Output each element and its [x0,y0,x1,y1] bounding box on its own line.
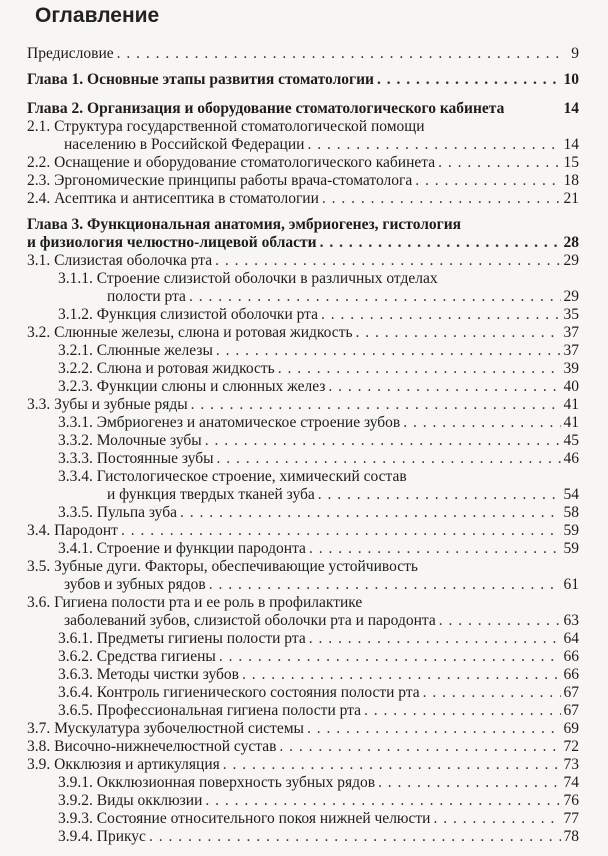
dot-leader [219,647,561,666]
toc-entry [0,171,608,190]
toc-entry-title: 3.2. Слюнные железы, слюна и ротовая жидкость [27,324,353,341]
toc-entry-page: 66 [563,648,579,665]
toc-entry-page: 64 [563,630,579,647]
toc-entry-title: Предисловие [27,45,114,62]
toc-entry [0,719,608,738]
toc-entry-title: 3.9.4. Прикус [58,828,146,845]
toc-entry [0,629,608,648]
toc-entry-title: 2.4. Асептика и антисептика в стоматологии [27,190,319,207]
toc-entry-title: и функция твердых тканей зуба [107,486,315,503]
toc-entry-title: 3.5. Зубные дуги. Факторы, обеспечивающие устойчивость [27,558,418,575]
dot-leader [205,431,561,450]
page-title: Оглавление [35,4,160,27]
toc-entry [0,503,608,522]
toc-entry-page: 74 [563,774,579,791]
dot-leader [433,809,560,828]
toc-entry-page: 14 [563,100,579,117]
toc-entry-page: 9 [571,45,579,62]
dot-leader [189,287,561,306]
toc-entry-page: 72 [563,738,579,755]
toc-entry-page: 10 [563,71,579,88]
dot-leader [318,485,561,504]
toc-entry-page: 45 [563,432,579,449]
dot-leader [217,449,561,468]
toc-entry [0,467,608,486]
dot-leader [215,251,560,270]
toc-entry-page: 78 [563,828,579,845]
toc-entry [0,701,608,720]
dot-leader [415,171,560,190]
toc-entry [0,737,608,756]
toc-entry-title: 3.3.3. Постоянные зубы [58,450,214,467]
toc-entry-page: 66 [563,666,579,683]
dot-leader [279,737,560,756]
toc-entry-page: 46 [563,450,579,467]
dot-leader [149,827,561,846]
toc-entry-title: и физиология челюстно-лицевой области [27,234,317,251]
dot-leader [378,773,560,792]
dot-leader [321,305,560,324]
dot-leader [403,413,560,432]
dot-leader [364,701,560,720]
toc-entry-title: 3.3.1. Эмбриогенез и анатомическое строение зубов [58,414,401,431]
dot-leader [223,755,561,774]
toc-entry-page: 59 [563,540,579,557]
toc-entry-title: 3.1.2. Функция слизистой оболочки рта [58,306,319,323]
toc-entry-title: 3.8. Височно-нижнечелюстной сустав [27,738,277,755]
toc-entry-title: 3.6.4. Контроль гигиенического состояния полости рта [58,684,420,701]
toc-entry-title: 3.6.2. Средства гигиены [58,648,216,665]
toc-entry-title: 3.6.5. Профессиональная гигиена полости рта [58,702,362,719]
dot-leader [278,359,561,378]
dot-leader [191,395,561,414]
toc-entry [0,341,608,360]
toc-entry [0,359,608,378]
toc-entry [0,827,608,846]
toc-entry [0,251,608,270]
toc-entry [0,99,608,118]
toc-entry-title: Глава 2. Организация и оборудование стоматологического кабинета [27,100,505,117]
toc-entry [0,323,608,342]
toc-entry-title: 3.3.5. Пульпа зуба [58,504,177,521]
toc-entry-title: заболеваний зубов, слизистой оболочки рта и пародонта [64,612,436,629]
toc-entry [0,395,608,414]
toc-entry [0,557,608,576]
toc-entry-page: 59 [563,522,579,539]
dot-leader [438,153,560,172]
toc-entry-title: 2.1. Структура государственной стоматологической помощи [27,118,425,135]
toc-entry-page: 61 [563,576,579,593]
toc-entry-page: 67 [563,702,579,719]
toc-entry-page: 41 [563,414,579,431]
dot-leader [117,44,562,63]
toc-entry-title: 3.2.2. Слюна и ротовая жидкость [58,360,275,377]
toc-entry [0,70,608,89]
dot-leader [307,135,560,154]
toc-entry [0,215,608,234]
toc-entry [0,377,608,396]
toc-entry [0,117,608,136]
toc-entry-page: 63 [563,612,579,629]
toc-entry [0,189,608,208]
toc-entry-title: 3.1. Слизистая оболочка рта [27,252,213,269]
toc-entry-title: 3.6.3. Методы чистки зубов [58,666,239,683]
toc-entry [0,485,608,504]
toc-entry [0,647,608,666]
dot-leader [307,719,561,738]
toc-entry [0,153,608,172]
toc-entry-page: 69 [563,720,579,737]
toc-entry [0,287,608,306]
toc-entry-page: 77 [563,810,579,827]
toc-entry-page: 28 [563,234,579,251]
toc-entry-title: Глава 3. Функциональная анатомия, эмбриогенез, гистология [27,216,462,233]
toc-entry [0,269,608,288]
toc-entry-page: 37 [563,342,579,359]
dot-leader [309,629,561,648]
toc-entry-page: 35 [563,306,579,323]
toc-entry-page: 18 [563,172,579,189]
toc-entry [0,413,608,432]
toc-entry [0,611,608,630]
toc-entry-page: 58 [563,504,579,521]
dot-leader [205,791,560,810]
toc-entry [0,791,608,810]
toc-entry-title: 3.4.1. Строение и функции пародонта [58,540,306,557]
toc-entry-title: Глава 1. Основные этапы развития стоматологии [27,71,374,88]
toc-entry [0,44,608,63]
toc-entry-title: 3.2.3. Функции слюны и слюнных желез [58,378,326,395]
toc-entry [0,809,608,828]
toc-entry-page: 14 [563,136,579,153]
dot-leader [328,377,560,396]
toc-entry-page: 37 [563,324,579,341]
toc-entry-title: населению в Российской Федерации [64,136,305,153]
toc-entry-page: 41 [563,396,579,413]
toc-entry-page: 21 [563,190,579,207]
toc-entry-title: зубов и зубных рядов [64,576,206,593]
toc-entry-page: 29 [563,288,579,305]
toc-entry-title: 3.9. Окклюзия и артикуляция [27,756,220,773]
toc-entry-page: 76 [563,792,579,809]
toc-entry-title: 3.9.3. Состояние относительного покоя нижней челюсти [58,810,431,827]
toc-entry-title: 3.3.2. Молочные зубы [58,432,202,449]
toc-entry [0,665,608,684]
dot-leader [180,503,561,522]
dot-leader [439,611,561,630]
dot-leader [423,683,561,702]
toc-entry-title: 3.3. Зубы и зубные ряды [27,396,188,413]
dot-leader [356,323,561,342]
toc-entry-page: 54 [563,486,579,503]
toc-entry [0,773,608,792]
toc-entry [0,431,608,450]
toc-entry-page: 67 [563,684,579,701]
toc-entry [0,593,608,612]
toc-entry [0,449,608,468]
toc-entry-title: 3.2.1. Слюнные железы [58,342,213,359]
toc-entry-title: 3.7. Мускулатура зубочелюстной системы [27,720,304,737]
dot-leader [216,341,561,360]
dot-leader [377,70,561,89]
dot-leader [121,521,561,540]
dot-leader [322,189,561,208]
toc-entry-page: 29 [563,252,579,269]
toc-entry-title: 3.1.1. Строение слизистой оболочки в различных отделах [58,270,438,287]
toc-entry [0,521,608,540]
toc-entry [0,135,608,154]
toc-entry [0,305,608,324]
toc-entry-title: 3.3.4. Гистологическое строение, химический состав [58,468,407,485]
toc-entry-title: полости рта [107,288,186,305]
toc-entry-page: 39 [563,360,579,377]
toc-entry-page: 73 [563,756,579,773]
dot-leader [309,539,561,558]
toc-entry [0,755,608,774]
toc-entry [0,233,608,252]
toc-entry-page: 15 [563,154,579,171]
dot-leader [320,233,561,252]
toc-entry-title: 3.6.1. Предметы гигиены полости рта [58,630,306,647]
toc-entry-title: 3.6. Гигиена полости рта и ее роль в профилактике [27,594,363,611]
toc-entry-title: 3.4. Пародонт [27,522,118,539]
toc-entry-title: 2.2. Оснащение и оборудование стоматологического кабинета [27,154,436,171]
dot-leader [209,575,561,594]
toc-entry-title: 3.9.1. Окклюзионная поверхность зубных рядов [58,774,376,791]
dot-leader [242,665,561,684]
toc-entry [0,683,608,702]
toc-entry-title: 3.9.2. Виды окклюзии [58,792,203,809]
toc-entry [0,539,608,558]
toc-entry [0,575,608,594]
toc-entry-page: 40 [563,378,579,395]
toc-entry-title: 2.3. Эргономические принципы работы врача-стоматолога [27,172,413,189]
